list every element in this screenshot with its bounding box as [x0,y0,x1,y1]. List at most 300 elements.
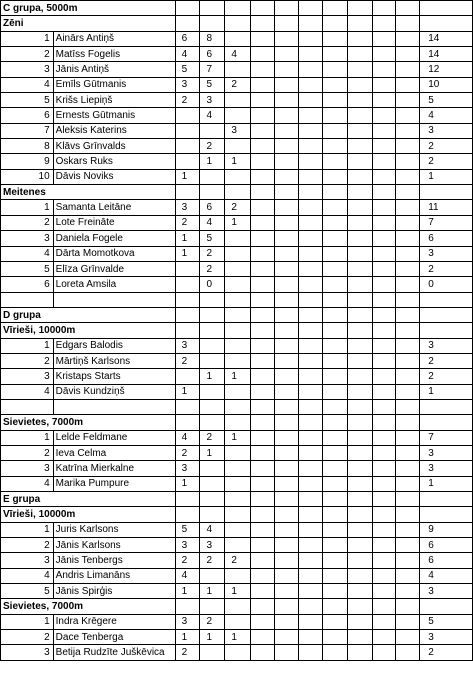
total-score: 7 [420,215,473,230]
stage-score [372,139,396,154]
empty-cell [372,292,396,307]
stage-score [175,123,200,138]
stage-score [298,476,322,491]
empty-cell [420,185,473,200]
stage-score [225,645,251,660]
stage-score [225,139,251,154]
stage-score [396,476,420,491]
stage-score [322,200,347,215]
stage-score [396,584,420,599]
empty-cell [53,399,175,414]
stage-score: 2 [175,93,200,108]
stage-score [251,584,275,599]
stage-score [372,353,396,368]
stage-score [396,553,420,568]
stage-score [372,277,396,292]
stage-score [347,154,372,169]
athlete-name: Krišs Liepiņš [53,93,175,108]
empty-cell [372,307,396,322]
stage-score: 2 [225,553,251,568]
stage-score: 1 [175,246,200,261]
stage-score [347,93,372,108]
stage-score [322,476,347,491]
stage-score: 3 [175,461,200,476]
place-number: 5 [1,93,54,108]
stage-score: 3 [175,614,200,629]
empty-cell [347,323,372,338]
stage-score [251,277,275,292]
stage-score [347,522,372,537]
stage-score [251,645,275,660]
stage-score [322,645,347,660]
stage-score [396,93,420,108]
stage-score [372,47,396,62]
stage-score [396,154,420,169]
total-score: 3 [420,246,473,261]
empty-cell [420,507,473,522]
athlete-name: Daniela Fogele [53,231,175,246]
athlete-name: Jānis Spirģis [53,584,175,599]
empty-cell [322,185,347,200]
stage-score [372,369,396,384]
empty-cell [175,507,200,522]
stage-score [275,93,299,108]
athlete-name: Oskars Ruks [53,154,175,169]
stage-score [298,62,322,77]
stage-score [396,123,420,138]
stage-score: 1 [200,584,225,599]
stage-score [275,200,299,215]
total-score: 11 [420,200,473,215]
empty-cell [372,599,396,614]
stage-score [347,476,372,491]
stage-score [275,430,299,445]
stage-score [225,445,251,460]
stage-score: 1 [225,584,251,599]
stage-score: 0 [200,277,225,292]
empty-cell [225,1,251,16]
stage-score [347,338,372,353]
empty-cell [175,492,200,507]
stage-score [347,108,372,123]
stage-score [372,568,396,583]
stage-score: 3 [200,538,225,553]
empty-cell [396,507,420,522]
stage-score [275,139,299,154]
empty-cell [175,323,200,338]
stage-score: 4 [225,47,251,62]
place-number: 3 [1,369,54,384]
total-score: 4 [420,108,473,123]
stage-score [298,445,322,460]
section-header: Vīrieši, 10000m [1,507,176,522]
athlete-name: Jānis Tenbergs [53,553,175,568]
stage-score [396,77,420,92]
empty-cell [372,1,396,16]
stage-score [347,215,372,230]
empty-cell [347,185,372,200]
total-score: 2 [420,261,473,276]
stage-score [225,568,251,583]
empty-cell [200,507,225,522]
stage-score [322,461,347,476]
stage-score [396,384,420,399]
stage-score [225,277,251,292]
stage-score [396,338,420,353]
stage-score: 1 [175,384,200,399]
stage-score [175,154,200,169]
stage-score: 2 [200,246,225,261]
stage-score [372,538,396,553]
stage-score [251,353,275,368]
stage-score: 3 [225,123,251,138]
stage-score [298,538,322,553]
stage-score [200,384,225,399]
empty-cell [200,1,225,16]
stage-score [347,353,372,368]
empty-cell [322,599,347,614]
empty-cell [322,292,347,307]
stage-score [200,169,225,184]
stage-score [322,154,347,169]
stage-score [322,139,347,154]
athlete-name: Indra Krēgere [53,614,175,629]
table-row [1,353,473,368]
stage-score [396,369,420,384]
place-number: 2 [1,538,54,553]
athlete-name: Aleksis Katerins [53,123,175,138]
stage-score [225,231,251,246]
stage-score: 1 [175,231,200,246]
stage-score [275,584,299,599]
empty-cell [275,599,299,614]
table-row [1,369,473,384]
empty-cell [322,492,347,507]
stage-score [275,47,299,62]
stage-score [396,31,420,46]
total-score: 3 [420,445,473,460]
stage-score [396,47,420,62]
section-header: Zēni [1,16,176,31]
athlete-name: Samanta Leitāne [53,200,175,215]
stage-score [225,461,251,476]
empty-cell [347,292,372,307]
stage-score [298,645,322,660]
empty-cell [372,16,396,31]
empty-cell [372,492,396,507]
stage-score [251,62,275,77]
athlete-name: Lelde Feldmane [53,430,175,445]
empty-cell [372,185,396,200]
empty-cell [322,507,347,522]
empty-cell [200,415,225,430]
athlete-name: Loreta Amsila [53,277,175,292]
stage-score [225,62,251,77]
stage-score [322,123,347,138]
stage-score [298,430,322,445]
place-number: 3 [1,461,54,476]
stage-score: 5 [200,77,225,92]
stage-score [396,445,420,460]
stage-score [251,568,275,583]
place-number: 2 [1,445,54,460]
stage-score [225,384,251,399]
stage-score [275,277,299,292]
stage-score [225,108,251,123]
stage-score [372,200,396,215]
stage-score [322,445,347,460]
stage-score [275,553,299,568]
empty-cell [225,292,251,307]
section-header-row [1,415,473,430]
empty-cell [275,292,299,307]
stage-score [200,353,225,368]
total-score: 2 [420,645,473,660]
stage-score [275,461,299,476]
stage-score [372,430,396,445]
stage-score: 2 [175,215,200,230]
stage-score [396,62,420,77]
stage-score [372,384,396,399]
total-score: 1 [420,476,473,491]
stage-score [275,261,299,276]
stage-score [372,123,396,138]
stage-score [322,430,347,445]
stage-score [251,231,275,246]
total-score: 3 [420,630,473,645]
empty-cell [175,307,200,322]
empty-cell [298,399,322,414]
athlete-name: Marika Pumpure [53,476,175,491]
place-number: 5 [1,584,54,599]
stage-score [298,384,322,399]
stage-score [275,630,299,645]
stage-score [200,476,225,491]
stage-score: 6 [200,200,225,215]
empty-cell [322,307,347,322]
table-row [1,200,473,215]
stage-score [298,215,322,230]
stage-score [298,277,322,292]
stage-score [372,338,396,353]
stage-score [347,200,372,215]
stage-score: 7 [200,62,225,77]
stage-score [372,476,396,491]
stage-score [251,261,275,276]
stage-score [251,553,275,568]
stage-score: 6 [175,31,200,46]
total-score: 14 [420,31,473,46]
stage-score [396,538,420,553]
place-number: 2 [1,215,54,230]
empty-cell [200,323,225,338]
empty-cell [225,185,251,200]
stage-score [175,139,200,154]
stage-score [251,538,275,553]
empty-cell [53,292,175,307]
stage-score: 1 [200,445,225,460]
stage-score [175,261,200,276]
table-row [1,169,473,184]
empty-cell [396,16,420,31]
empty-cell [175,399,200,414]
empty-cell [396,185,420,200]
total-score: 2 [420,369,473,384]
stage-score: 4 [200,215,225,230]
stage-score [347,62,372,77]
place-number: 5 [1,261,54,276]
empty-cell [396,1,420,16]
stage-score: 1 [175,476,200,491]
stage-score [322,538,347,553]
stage-score [347,614,372,629]
empty-cell [322,16,347,31]
stage-score [298,139,322,154]
empty-cell [251,415,275,430]
empty-cell [275,16,299,31]
section-header: D grupa [1,307,176,322]
stage-score [225,246,251,261]
stage-score [396,261,420,276]
stage-score [372,169,396,184]
stage-score [322,338,347,353]
stage-score [251,169,275,184]
empty-cell [372,323,396,338]
stage-score: 2 [175,645,200,660]
stage-score [275,246,299,261]
section-header: C grupa, 5000m [1,1,176,16]
stage-score [200,645,225,660]
place-number: 3 [1,645,54,660]
empty-cell [396,399,420,414]
empty-cell [251,492,275,507]
stage-score [347,384,372,399]
stage-score [275,476,299,491]
total-score: 4 [420,568,473,583]
athlete-name: Dāvis Kundziņš [53,384,175,399]
total-score: 6 [420,553,473,568]
table-row [1,445,473,460]
empty-cell [251,507,275,522]
stage-score [347,47,372,62]
stage-score [275,645,299,660]
empty-cell [420,1,473,16]
stage-score [322,215,347,230]
section-header-row [1,185,473,200]
athlete-name: Dace Tenberga [53,630,175,645]
athlete-name: Jānis Antiņš [53,62,175,77]
place-number: 4 [1,384,54,399]
athlete-name: Klāvs Grīnvalds [53,139,175,154]
stage-score [372,261,396,276]
place-number: 9 [1,154,54,169]
athlete-name: Edgars Balodis [53,338,175,353]
stage-score [322,77,347,92]
stage-score [347,139,372,154]
table-row [1,384,473,399]
total-score: 0 [420,277,473,292]
section-header-row [1,599,473,614]
empty-cell [420,323,473,338]
stage-score [275,108,299,123]
place-number: 4 [1,568,54,583]
stage-score [396,139,420,154]
empty-cell [275,399,299,414]
stage-score [347,261,372,276]
empty-cell [275,185,299,200]
table-row [1,108,473,123]
stage-score [347,461,372,476]
empty-cell [396,599,420,614]
empty-cell [251,1,275,16]
place-number: 6 [1,108,54,123]
stage-score: 3 [175,200,200,215]
place-number: 4 [1,246,54,261]
athlete-name: Ainārs Antiņš [53,31,175,46]
blank-row [1,292,473,307]
stage-score [322,47,347,62]
stage-score [322,108,347,123]
table-row [1,476,473,491]
stage-score: 4 [175,47,200,62]
stage-score: 5 [175,62,200,77]
stage-score [396,568,420,583]
table-row [1,47,473,62]
stage-score: 2 [175,553,200,568]
stage-score [396,353,420,368]
stage-score [298,630,322,645]
empty-cell [420,492,473,507]
section-header: E grupa [1,492,176,507]
total-score: 3 [420,338,473,353]
stage-score [298,261,322,276]
stage-score [175,108,200,123]
empty-cell [200,492,225,507]
stage-score [347,77,372,92]
stage-score [175,369,200,384]
total-score: 1 [420,169,473,184]
stage-score [322,277,347,292]
stage-score [225,338,251,353]
empty-cell [175,292,200,307]
stage-score: 3 [200,93,225,108]
stage-score [251,200,275,215]
section-header: Sievietes, 7000m [1,415,176,430]
athlete-name: Juris Karlsons [53,522,175,537]
stage-score [372,62,396,77]
stage-score [396,169,420,184]
section-header-row [1,507,473,522]
total-score: 3 [420,123,473,138]
stage-score: 1 [175,584,200,599]
place-number: 8 [1,139,54,154]
stage-score: 2 [200,614,225,629]
stage-score [322,568,347,583]
stage-score: 4 [175,430,200,445]
stage-score [347,31,372,46]
stage-score [251,123,275,138]
stage-score [275,445,299,460]
stage-score [322,353,347,368]
stage-score [251,108,275,123]
stage-score [251,338,275,353]
total-score: 14 [420,47,473,62]
stage-score [298,568,322,583]
empty-cell [175,599,200,614]
stage-score: 2 [225,77,251,92]
stage-score [396,630,420,645]
empty-cell [298,307,322,322]
